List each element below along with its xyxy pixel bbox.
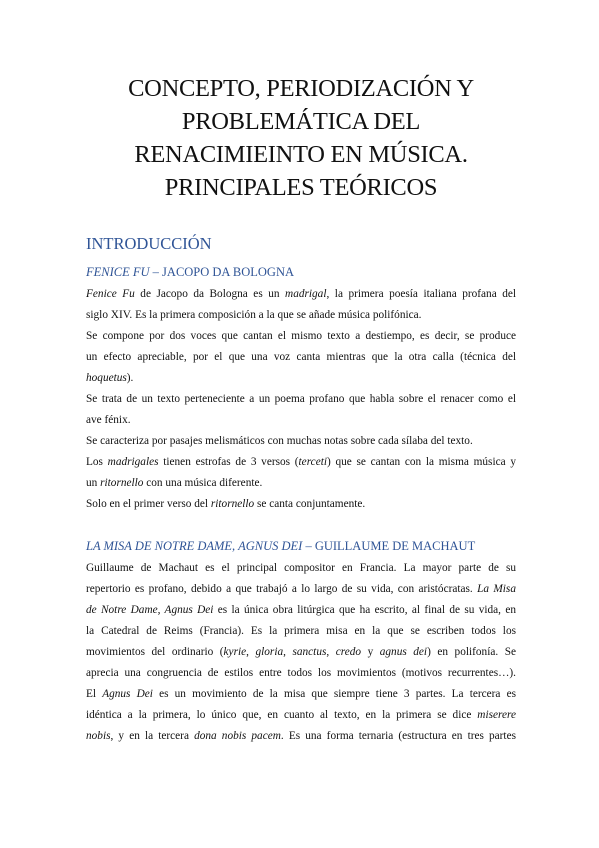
text-run: dona nobis pacem — [194, 730, 281, 742]
text-run: La Misa — [477, 583, 516, 595]
text-run: ritornello — [210, 498, 255, 510]
text-run: ritornello — [100, 477, 144, 489]
text-run: ) que se cantan con la misma música y — [326, 456, 516, 468]
text-run: de Jacopo da Bologna es un — [134, 288, 286, 300]
text-run: . Es una forma ternaria (estructura en tres partes — [280, 730, 516, 742]
text-run: terceti — [298, 456, 327, 468]
title-line: CONCEPTO, PERIODIZACIÓN Y — [128, 75, 474, 102]
text-run: agnus dei — [379, 646, 428, 658]
text-run: es un movimiento de la misa que siempre tiene 3 partes. La tercera es — [152, 688, 516, 700]
heading-introduccion: INTRODUCCIÓN — [86, 234, 212, 253]
paragraph-line — [86, 600, 516, 621]
paragraph-line — [86, 684, 516, 705]
document-title — [86, 72, 516, 204]
text-run: gloria — [255, 646, 284, 658]
text-run: , — [246, 646, 256, 658]
text-run: Agnus Dei — [102, 688, 153, 700]
text-run: se canta conjuntamente. — [254, 498, 366, 510]
paragraph-line: Se compone por dos voces que cantan el mismo texto a destiempo, es decir, se produce — [86, 330, 516, 342]
text-run: Fenice Fu — [86, 288, 135, 300]
paragraph-line — [86, 368, 516, 389]
title-line: RENACIMIEINTO EN MÚSICA. — [134, 141, 468, 168]
heading-italic: FENICE FU — [86, 265, 150, 279]
text-run: , — [326, 646, 336, 658]
text-run: con una música diferente. — [143, 477, 263, 489]
title-line: PRINCIPALES TEÓRICOS — [164, 174, 438, 201]
text-run: un — [86, 477, 101, 489]
heading-fenice-fu — [86, 265, 294, 280]
text-run: hoquetus — [86, 372, 127, 384]
paragraph-line — [86, 284, 516, 305]
paragraph-line — [86, 726, 516, 747]
text-run: madrigales — [107, 456, 159, 468]
text-run: de Notre Dame, Agnus Dei — [86, 604, 214, 616]
text-run: nobis — [86, 730, 111, 742]
text-run: credo — [335, 646, 362, 658]
heading-misa-notre-dame — [86, 539, 475, 554]
text-run: idéntica a la primera, lo único que, en cuanto al texto, en la primera se dice — [86, 709, 478, 721]
text-run: kyrie — [223, 646, 247, 658]
paragraph-line: Guillaume de Machaut es el principal compositor en Francia. La mayor parte de su — [86, 562, 516, 574]
text-run: movimientos del ordinario ( — [86, 646, 224, 658]
text-run: ) en polifonía. Se — [427, 646, 516, 658]
text-run: Los — [86, 456, 108, 468]
paragraph-line — [86, 642, 516, 663]
heading-rest: – GUILLAUME DE MACHAUT — [302, 539, 476, 553]
paragraph-line: siglo XIV. Es la primera composición a la que se añade música polifónica. — [86, 309, 422, 321]
paragraph-line: Se caracteriza por pasajes melismáticos con muchas notas sobre cada sílaba del texto. — [86, 435, 473, 447]
paragraph-line — [86, 579, 516, 600]
paragraph-line — [86, 452, 516, 473]
paragraph-line: aprecia una congruencia de estilos entre todos los movimientos (motivos recurrentes…). — [86, 667, 516, 679]
text-run: sanctus — [292, 646, 327, 658]
section-misa-body — [86, 558, 516, 747]
heading-rest: – JACOPO DA BOLOGNA — [149, 265, 295, 279]
paragraph-line: Se trata de un texto perteneciente a un poema profano que habla sobre el renacer como el — [86, 393, 516, 405]
text-run: madrigal — [285, 288, 327, 300]
paragraph-line — [86, 705, 516, 726]
section-fenice-fu-body — [86, 284, 516, 515]
text-run: , — [283, 646, 293, 658]
text-run: repertorio es profano, debido a que trabajó a lo largo de su vida, con aristócratas. — [86, 583, 478, 595]
text-run: Solo en el primer verso del — [86, 498, 211, 510]
text-run: miserere — [477, 709, 516, 721]
document-content — [86, 72, 517, 742]
text-run: tienen estrofas de 3 versos ( — [158, 456, 299, 468]
text-run: , y en la tercera — [110, 730, 195, 742]
text-run: El — [86, 688, 103, 700]
text-run: y — [361, 646, 380, 658]
title-line: PROBLEMÁTICA DEL — [181, 108, 421, 135]
text-run: , la primera poesía italiana profana del — [326, 288, 517, 300]
heading-italic: LA MISA DE NOTRE DAME, AGNUS DEI — [86, 539, 303, 553]
paragraph-line: la Catedral de Reims (Francia). Es la primera misa en la que se escriben todos los — [86, 625, 516, 637]
paragraph-line: un efecto apreciable, por el que una voz canta mientras que la otra calla (técnica del — [86, 351, 516, 363]
paragraph-line — [86, 473, 516, 494]
text-run: es la única obra litúrgica que ha escrito, al final de su vida, en — [213, 604, 516, 616]
paragraph-line — [86, 494, 516, 515]
paragraph-line: ave fénix. — [86, 414, 131, 426]
text-run: ). — [126, 372, 134, 384]
